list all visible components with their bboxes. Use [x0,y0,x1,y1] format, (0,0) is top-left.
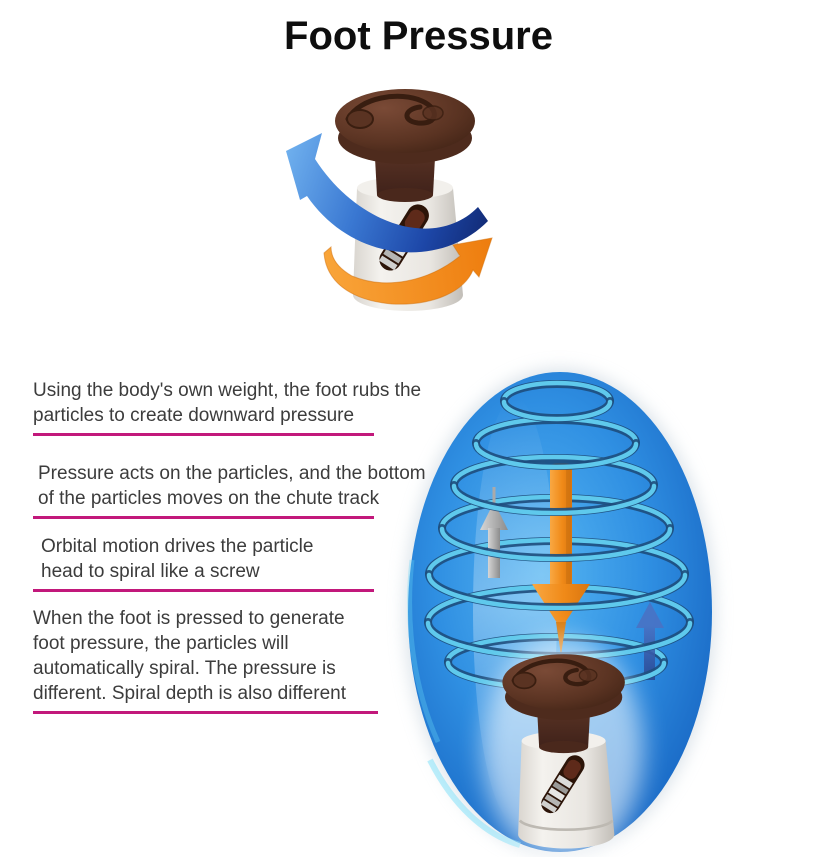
note-underline-1 [33,433,374,436]
note-line: foot pressure, the particles will [33,633,289,654]
note-block-2 [33,461,426,519]
note-line: Using the body's own weight, the foot rubs the [33,380,422,401]
note-line: particles to create downward pressure [33,405,355,426]
note-block-4 [33,606,378,714]
note-line: automatically spiral. The pressure is [33,658,336,679]
note-line: of the particles moves on the chute track [38,488,380,509]
note-block-3 [33,534,374,592]
note-line: When the foot is pressed to generate [33,608,345,629]
note-line: different. Spiral depth is also different [33,683,346,704]
note-underline-2 [33,516,374,519]
note-underline-4 [33,711,378,714]
spiral-pressure-diagram [404,368,716,857]
note-underline-3 [33,589,374,592]
note-line: Pressure acts on the particles, and the bottom [38,463,426,484]
note-line: head to spiral like a screw [41,561,260,582]
page-title: Foot Pressure [284,14,553,58]
note-block-1 [33,378,421,436]
note-line: Orbital motion drives the particle [41,536,314,557]
top-product-illustration [286,89,492,311]
